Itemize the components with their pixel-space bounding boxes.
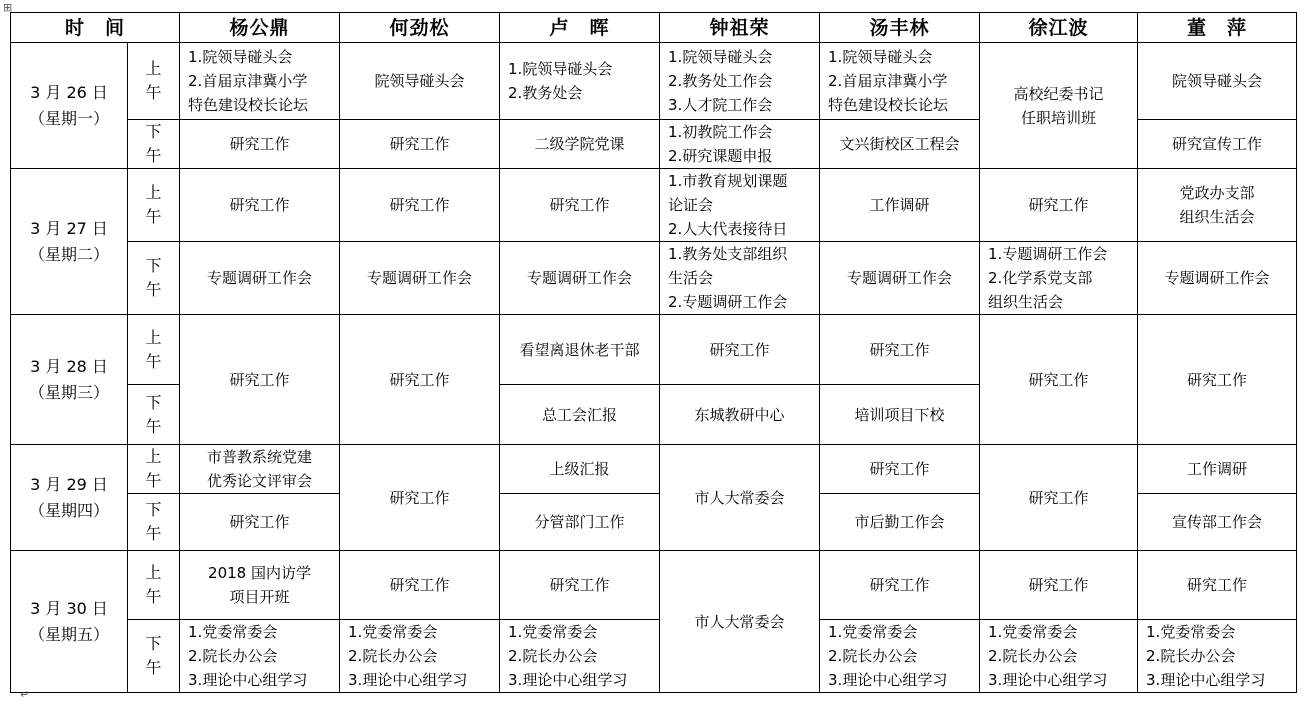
schedule-cell: 1.专题调研工作会 2.化学系党支部 组织生活会: [980, 242, 1138, 315]
am-label: 上 午: [128, 315, 180, 385]
header-person: 董 萍: [1138, 13, 1297, 43]
schedule-cell: 1.党委常委会 2.院长办公会 3.理论中心组学习: [340, 620, 500, 693]
schedule-table: [10, 12, 1297, 693]
schedule-cell: 研究工作: [180, 494, 340, 551]
schedule-cell: 1.院领导碰头会 2.教务处工作会 3.人才院工作会: [660, 43, 820, 120]
schedule-cell: 宣传部工作会: [1138, 494, 1297, 551]
schedule-cell: 看望离退休老干部: [500, 315, 660, 385]
schedule-cell: 总工会汇报: [500, 385, 660, 445]
schedule-cell: 市后勤工作会: [820, 494, 980, 551]
schedule-cell: 专题调研工作会: [180, 242, 340, 315]
schedule-cell: 二级学院党课: [500, 120, 660, 169]
date-cell: 3 月 29 日 （星期四）: [11, 445, 128, 551]
schedule-cell: 工作调研: [820, 169, 980, 242]
header-person: 杨公鼎: [180, 13, 340, 43]
schedule-cell: 研究工作: [820, 551, 980, 620]
schedule-cell: 市普教系统党建 优秀论文评审会: [180, 445, 340, 494]
schedule-cell: 研究工作: [340, 120, 500, 169]
schedule-cell: 研究工作: [340, 315, 500, 445]
schedule-cell: 专题调研工作会: [340, 242, 500, 315]
schedule-cell: 研究工作: [500, 169, 660, 242]
schedule-cell: 研究工作: [820, 445, 980, 494]
schedule-cell: 研究工作: [340, 445, 500, 551]
schedule-cell: 研究工作: [980, 551, 1138, 620]
schedule-cell: 1.院领导碰头会 2.首届京津冀小学 特色建设校长论坛: [180, 43, 340, 120]
header-time: 时 间: [11, 13, 180, 43]
am-label: 上 午: [128, 445, 180, 494]
schedule-cell: 研究工作: [820, 315, 980, 385]
pm-label: 下 午: [128, 120, 180, 169]
schedule-cell: 研究工作: [180, 120, 340, 169]
schedule-cell: 专题调研工作会: [500, 242, 660, 315]
schedule-cell: 工作调研: [1138, 445, 1297, 494]
am-label: 上 午: [128, 169, 180, 242]
schedule-cell: 市人大常委会: [660, 551, 820, 693]
schedule-cell: 分管部门工作: [500, 494, 660, 551]
schedule-cell: 1.党委常委会 2.院长办公会 3.理论中心组学习: [820, 620, 980, 693]
schedule-cell: 研究工作: [660, 315, 820, 385]
schedule-cell: 研究工作: [1138, 315, 1297, 445]
schedule-cell: 2018 国内访学 项目开班: [180, 551, 340, 620]
date-cell: 3 月 26 日 （星期一）: [11, 43, 128, 169]
schedule-cell: 1.市教育规划课题 论证会 2.人大代表接待日: [660, 169, 820, 242]
schedule-cell: 研究工作: [180, 169, 340, 242]
schedule-cell: 1.初教院工作会 2.研究课题申报: [660, 120, 820, 169]
schedule-cell: 1.院领导碰头会 2.教务处会: [500, 43, 660, 120]
header-person: 钟祖荣: [660, 13, 820, 43]
header-person: 汤丰林: [820, 13, 980, 43]
header-person: 徐江波: [980, 13, 1138, 43]
date-cell: 3 月 30 日 （星期五）: [11, 551, 128, 693]
schedule-cell: 1.院领导碰头会 2.首届京津冀小学 特色建设校长论坛: [820, 43, 980, 120]
pm-label: 下 午: [128, 620, 180, 693]
header-row: [11, 13, 1297, 43]
schedule-cell: 市人大常委会: [660, 445, 820, 551]
schedule-cell: 研究工作: [500, 551, 660, 620]
schedule-cell: 1.教务处支部组织 生活会 2.专题调研工作会: [660, 242, 820, 315]
table-move-handle-icon[interactable]: ⊞: [3, 1, 13, 14]
schedule-cell: 研究工作: [980, 445, 1138, 551]
paragraph-mark-icon: ↵: [20, 688, 30, 701]
date-cell: 3 月 28 日 （星期三）: [11, 315, 128, 445]
pm-label: 下 午: [128, 242, 180, 315]
schedule-cell: 1.党委常委会 2.院长办公会 3.理论中心组学习: [980, 620, 1138, 693]
schedule-cell: 1.党委常委会 2.院长办公会 3.理论中心组学习: [1138, 620, 1297, 693]
schedule-cell: 院领导碰头会: [340, 43, 500, 120]
schedule-cell: 高校纪委书记 任职培训班: [980, 43, 1138, 169]
header-person: 卢 晖: [500, 13, 660, 43]
pm-label: 下 午: [128, 385, 180, 445]
schedule-cell: 培训项目下校: [820, 385, 980, 445]
schedule-cell: 研究工作: [980, 315, 1138, 445]
schedule-cell: 研究工作: [340, 551, 500, 620]
date-cell: 3 月 27 日 （星期二）: [11, 169, 128, 315]
schedule-cell: 研究工作: [980, 169, 1138, 242]
schedule-cell: 研究工作: [180, 315, 340, 445]
header-person: 何劲松: [340, 13, 500, 43]
schedule-cell: 党政办支部 组织生活会: [1138, 169, 1297, 242]
schedule-cell: 1.党委常委会 2.院长办公会 3.理论中心组学习: [180, 620, 340, 693]
schedule-cell: 院领导碰头会: [1138, 43, 1297, 120]
schedule-cell: 东城教研中心: [660, 385, 820, 445]
am-label: 上 午: [128, 43, 180, 120]
schedule-cell: 上级汇报: [500, 445, 660, 494]
schedule-cell: 专题调研工作会: [820, 242, 980, 315]
schedule-cell: 研究工作: [340, 169, 500, 242]
schedule-cell: 研究宣传工作: [1138, 120, 1297, 169]
schedule-cell: 1.党委常委会 2.院长办公会 3.理论中心组学习: [500, 620, 660, 693]
schedule-cell: 研究工作: [1138, 551, 1297, 620]
pm-label: 下 午: [128, 494, 180, 551]
schedule-cell: 文兴街校区工程会: [820, 120, 980, 169]
schedule-cell: 专题调研工作会: [1138, 242, 1297, 315]
am-label: 上 午: [128, 551, 180, 620]
